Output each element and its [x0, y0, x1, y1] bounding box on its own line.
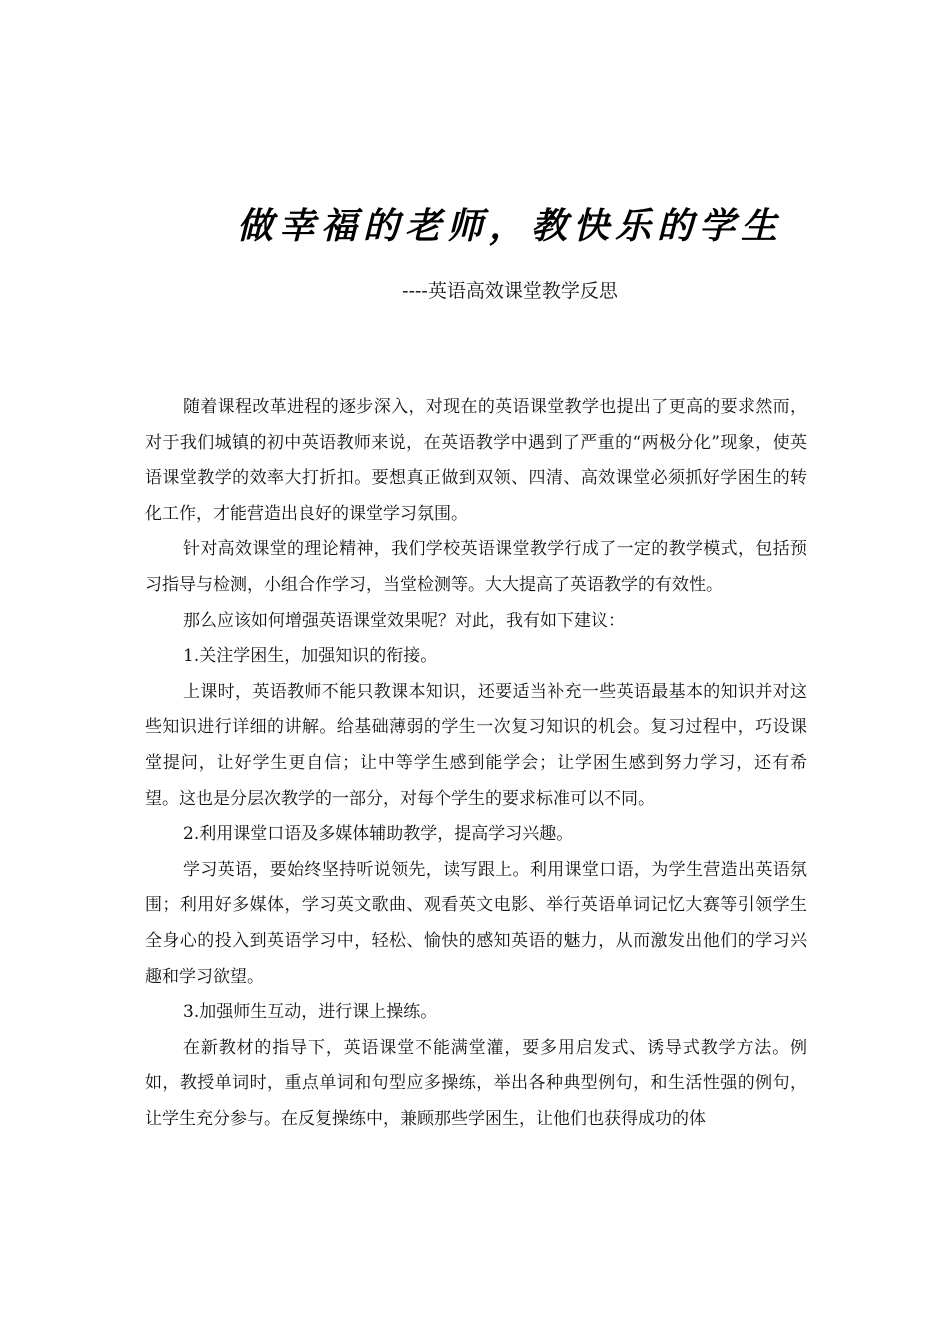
paragraph-question: 那么应该如何增强英语课堂效果呢？对此，我有如下建议：	[183, 610, 625, 631]
document-subtitle: ----英语高效课堂教学反思	[402, 280, 618, 302]
suggestion-body-1: 上课时，英语教师不能只教课本知识，还要适当补充一些英语最基本的知识并对这些知识进行详细的讲解。给基础薄弱的学生一次复习知识的机会。复习过程中，巧设课堂提问，让好学生更自信；让中等学生感到能学会；让学困生感到努力学习，还有希望。这也是分层次教学的一部分，对每个学生的要求标准可以不同。	[145, 681, 807, 809]
paragraph-teaching-mode: 针对高效课堂的理论精神，我们学校英语课堂教学行成了一定的教学模式，包括预习指导与检测，小组合作学习，当堂检测等。大大提高了英语教学的有效性。	[145, 539, 807, 595]
suggestion-body-3: 在新教材的指导下，英语课堂不能满堂灌，要多用启发式、诱导式教学方法。例如，教授单词时，重点单词和句型应多操练，举出各种典型例句，和生活性强的例句，让学生充分参与。在反复操练中，兼顾那些学困生，让他们也获得成功的体	[145, 1037, 807, 1129]
document-title: 做幸福的老师，教快乐的学生	[236, 205, 783, 247]
suggestion-heading-2: 2.利用课堂口语及多媒体辅助教学，提高学习兴趣。	[183, 824, 574, 845]
suggestion-body-2: 学习英语，要始终坚持听说领先，读写跟上。利用课堂口语，为学生营造出英语氛围；利用好多媒体，学习英文歌曲、观看英文电影、举行英语单词记忆大赛等引领学生全身心的投入到英语学习中，轻松、愉快的感知英语的魅力，从而激发出他们的学习兴趣和学习欲望。	[145, 859, 807, 987]
paragraph-intro: 随着课程改革进程的逐步深入，对现在的英语课堂教学也提出了更高的要求然而，对于我们城镇的初中英语教师来说，在英语教学中遇到了严重的“两极分化”现象，使英语课堂教学的效率大打折扣。要想真正做到双领、四清、高效课堂必须抓好学困生的转化工作，才能营造出良好的课堂学习氛围。	[145, 397, 807, 524]
document-body	[145, 390, 807, 1137]
suggestion-heading-3: 3.加强师生互动，进行课上操练。	[183, 1002, 438, 1023]
suggestion-heading-1: 1.关注学困生，加强知识的衔接。	[183, 646, 438, 667]
